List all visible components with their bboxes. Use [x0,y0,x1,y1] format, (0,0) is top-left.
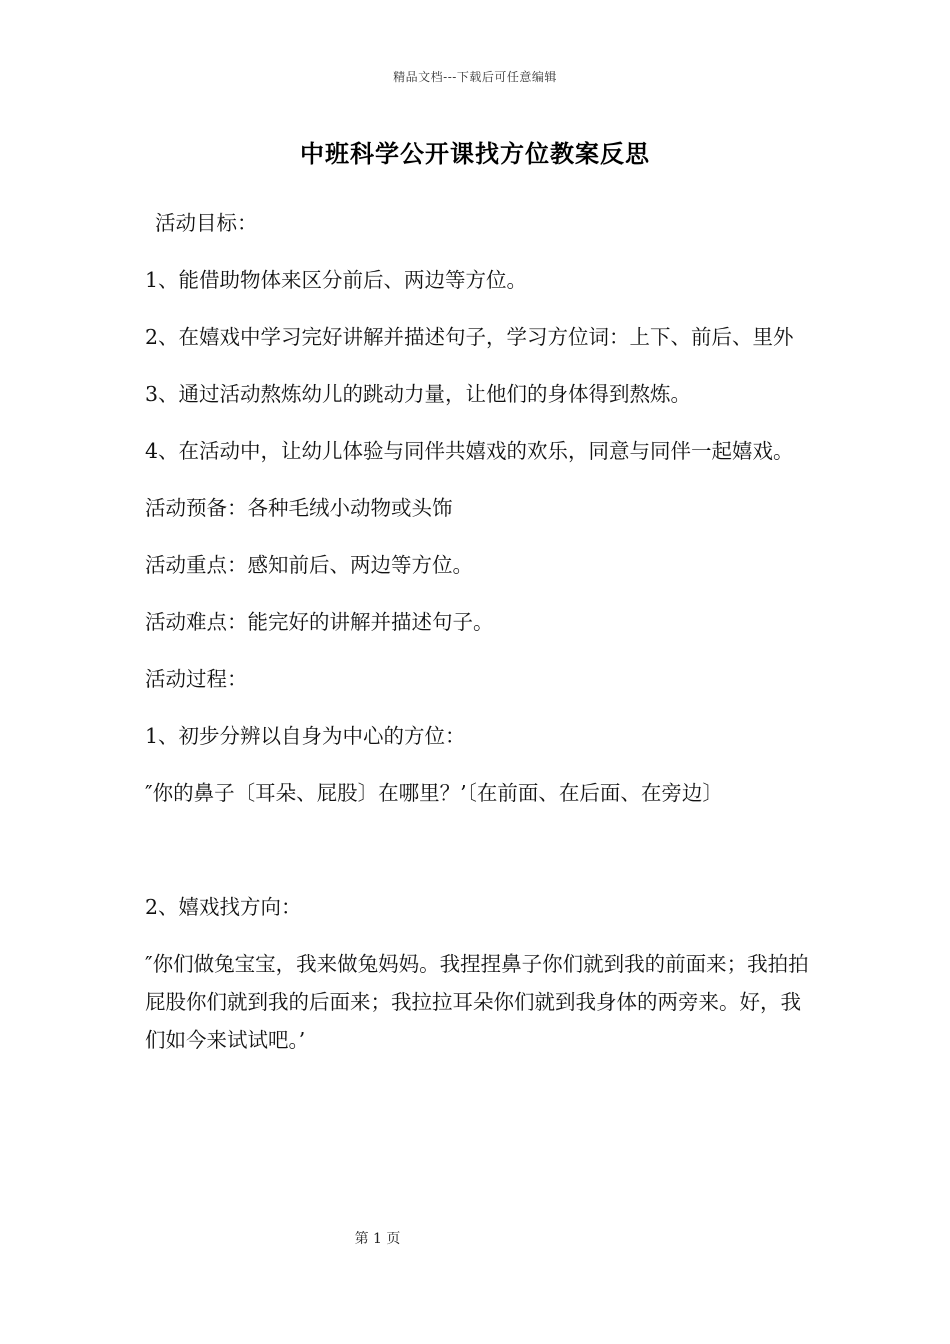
paragraph-goal-1: 1、能借助物体来区分前后、两边等方位。 [145,268,528,292]
paragraph-step-2-dialogue: ″你们做兔宝宝，我来做兔妈妈。我捏捏鼻子你们就到我的前面来；我拍拍屁股你们就到我的后面来；我拉拉耳朵你们就到我身体的两旁来。好，我们如今来试试吧。’ [145,952,809,1052]
blank-line [145,831,815,869]
paragraph-goal-3: 3、通过活动熬炼幼儿的跳动力量，让他们的身体得到熬炼。 [145,382,692,406]
document-title: 中班科学公开课找方位教案反思 [300,139,650,168]
page-header: 精品文档---下载后可任意编辑 [393,70,557,84]
paragraph-goal-2: 2、在嬉戏中学习完好讲解并描述句子，学习方位词：上下、前后、里外 [145,325,794,349]
paragraph-goal-4: 4、在活动中，让幼儿体验与同伴共嬉戏的欢乐，同意与同伴一起嬉戏。 [145,439,794,463]
paragraph-step-2: 2、嬉戏找方向： [145,895,302,919]
paragraph-step-1-dialogue: ″你的鼻子〔耳朵、屁股〕在哪里？’〔在前面、在后面、在旁边〕 [145,781,723,805]
page-number: 第 1 页 [354,1231,401,1247]
document-body [145,204,815,1078]
paragraph-step-1: 1、初步分辨以自身为中心的方位： [145,724,466,748]
paragraph-difficulty: 活动难点：能完好的讲解并描述句子。 [145,610,494,634]
paragraph-process-heading: 活动过程： [145,667,248,691]
paragraph-activity-goals-heading: 活动目标： [155,211,258,235]
paragraph-preparation: 活动预备：各种毛绒小动物或头饰 [145,496,453,520]
paragraph-key-point: 活动重点：感知前后、两边等方位。 [145,553,473,577]
